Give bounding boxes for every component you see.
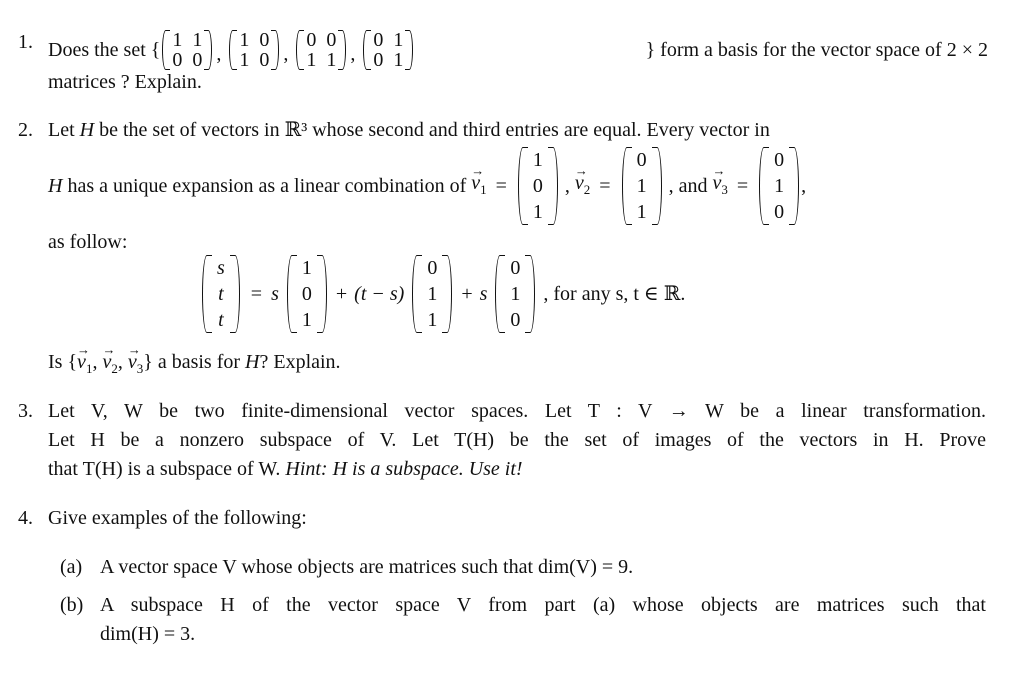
v3-symbol: → $v_3$ <box>712 171 727 202</box>
q4b-text2: dim(H) = 3. <box>100 623 196 645</box>
q1-line2: matrices ? Explain. <box>48 71 202 93</box>
v2-symbol: → $v_2$ <box>575 171 590 202</box>
vector-v1: 1 0 1 <box>287 255 327 333</box>
q2-line2: H has a unique expansion as a linear combination of → $v_1$ = 1 0 1 , → $v_2$ = 0 1 1 , and → $v_3$ = 0 1 0 , <box>48 144 806 228</box>
sep: , <box>283 43 289 65</box>
matrix-4: 0 1 0 1 <box>363 30 413 70</box>
q3-line3: that T(H) is a subspace of W. Hint: H is a subspace. Use it! <box>48 458 523 480</box>
q3-line2: Let H be a nonzero subspace of V. Let T(H) be the set of images of the vectors in H. Prove <box>48 429 986 451</box>
sep: , <box>216 43 222 65</box>
q3-line1: Let V, W be two finite-dimensional vector spaces. Let T : V → W be a linear transformation. <box>48 400 986 422</box>
q1-text-a: Does the set { <box>48 39 161 61</box>
q3-number: 3. <box>18 400 33 422</box>
q3-hint: Hint: H is a subspace. Use it! <box>285 458 523 480</box>
vector-v3: 0 1 0 <box>759 147 799 225</box>
vector-v2: 0 1 1 <box>622 147 662 225</box>
q4a-label: (a) <box>60 556 83 578</box>
vector-v2: 0 1 1 <box>412 255 452 333</box>
vector-v3: 0 1 0 <box>495 255 535 333</box>
q4-number: 4. <box>18 507 33 529</box>
q1-text-b: } form a basis for the vector space of 2 × 2 <box>645 39 988 61</box>
matrix-3: 0 0 1 1 <box>296 30 346 70</box>
q4b-label: (b) <box>60 594 84 616</box>
q4a-text: A vector space V whose objects are matrices such that dim(V) = 9. <box>100 556 634 578</box>
v1-symbol: → $v_1$ <box>471 171 486 202</box>
matrix-1: 1 1 0 0 <box>162 30 212 70</box>
q4b-text: A subspace H of the vector space V from part (a) whose objects are matrices such that <box>100 594 986 616</box>
q2-line1: Let H be the set of vectors in ℝ³ whose second and third entries are equal. Every vector in <box>48 119 770 141</box>
matrix-2: 1 0 1 0 <box>229 30 279 70</box>
q2-as-follow: as follow: <box>48 231 128 253</box>
vector-v1: 1 0 1 <box>518 147 558 225</box>
q2-equation: s t t = s 1 0 1 + (t − s) 0 1 1 + s 0 1 0 , for any s, t ∈ ℝ. <box>200 252 685 336</box>
vector-lhs: s t t <box>202 255 240 333</box>
sep: , <box>350 43 356 65</box>
q1-number: 1. <box>18 31 33 53</box>
q4-intro: Give examples of the following: <box>48 507 307 529</box>
q2-number: 2. <box>18 119 33 141</box>
q2-question: Is {→ $v_1$, → $v_2$, → $v_3$} a basis for H? Explain. <box>48 350 341 381</box>
q1-line1 <box>48 30 988 70</box>
